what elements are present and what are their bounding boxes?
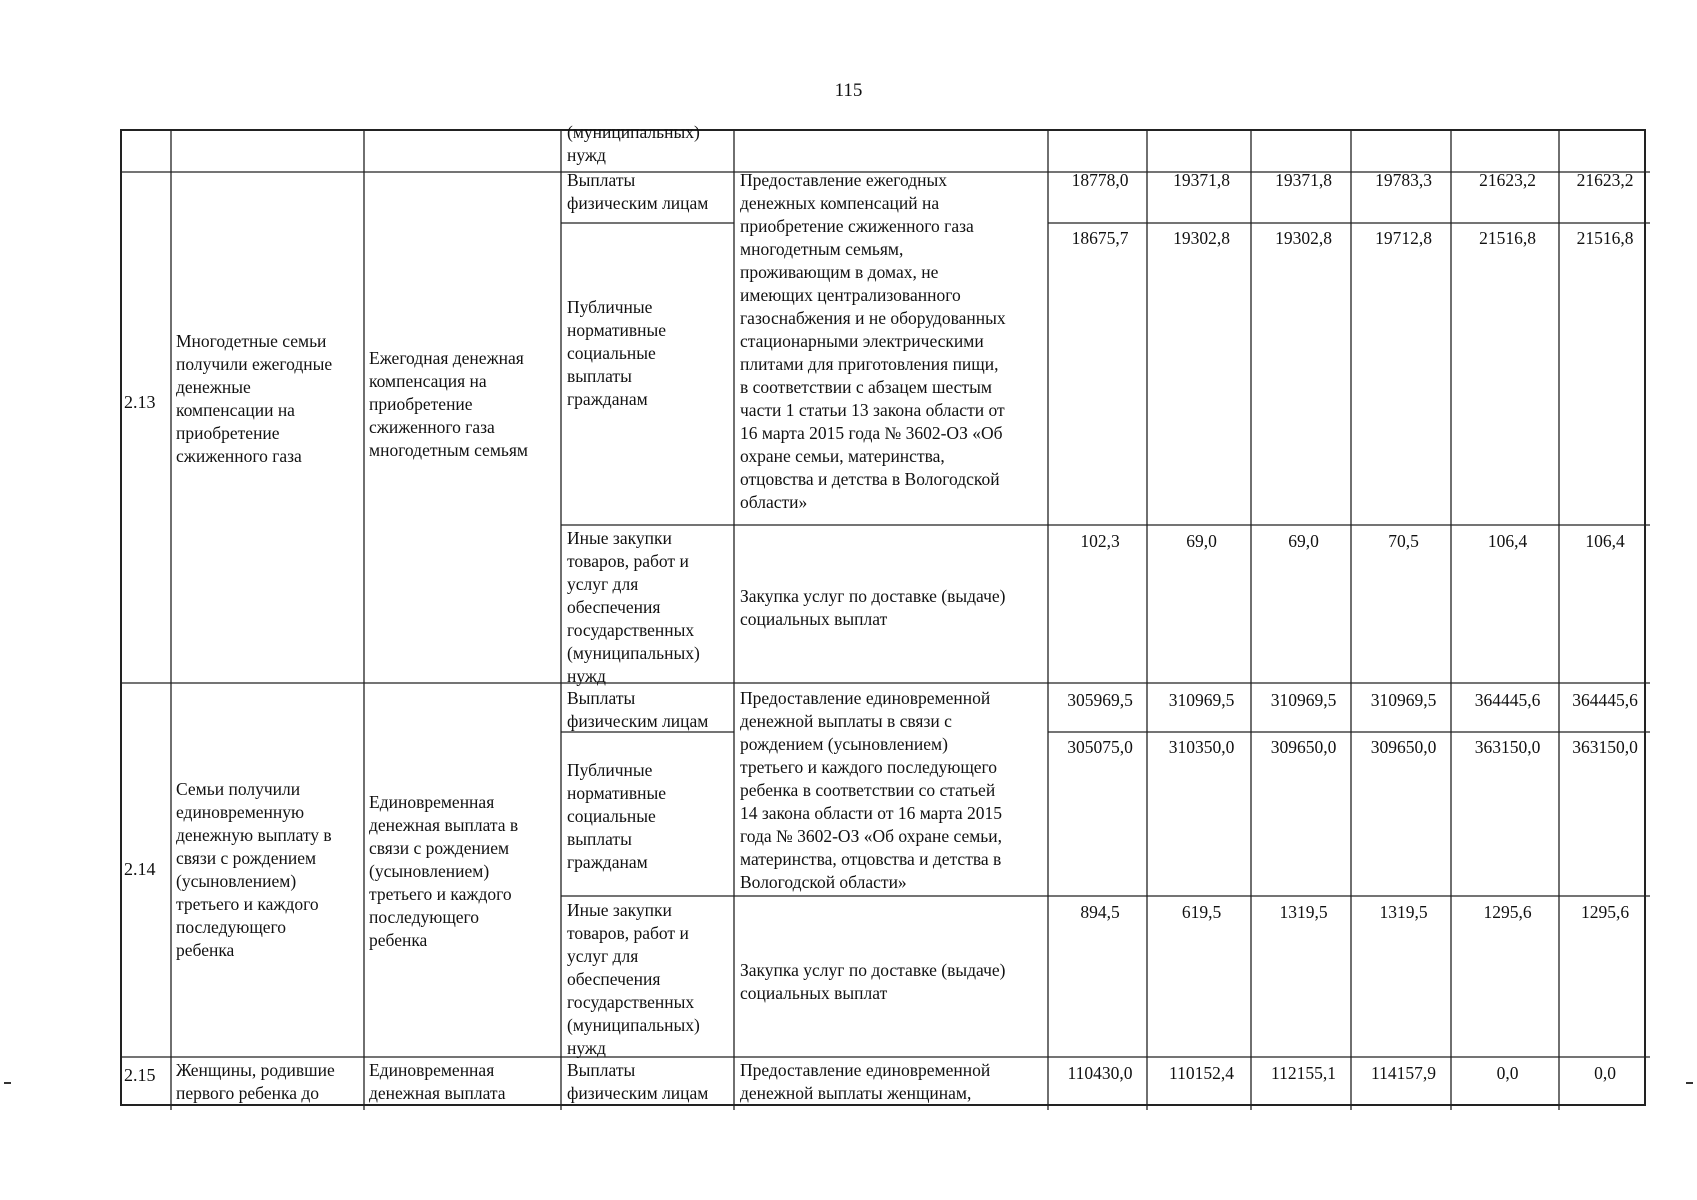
measure-name: Ежегодная денежная компенсация на приобретение сжиженного газа многодетным семьям (369, 348, 528, 460)
expenditure-type: Выплаты физическим лицам (567, 688, 709, 731)
value-cell: 19371,8 (1173, 170, 1230, 190)
value-cell: 310969,5 (1168, 690, 1235, 710)
value-cell: 21623,2 (1576, 170, 1634, 190)
value-cell: 19302,8 (1275, 228, 1332, 248)
delivery-description: Закупка услуг по доставке (выдаче) социальных выплат (740, 586, 1006, 629)
expenditure-type: Выплаты физическим лицам (567, 1060, 709, 1103)
value-cell: 21623,2 (1479, 170, 1536, 190)
row-code: 2.14 (124, 859, 156, 879)
measure-name: Единовременная денежная выплата (369, 1060, 506, 1103)
row-code: 2.13 (124, 392, 156, 412)
value-cell: 110430,0 (1067, 1063, 1133, 1083)
value-cell: 364445,6 (1572, 690, 1638, 710)
value-cell: 0,0 (1594, 1063, 1616, 1083)
value-cell: 19712,8 (1375, 228, 1432, 248)
value-cell: 310969,5 (1370, 690, 1437, 710)
value-cell: 114157,9 (1371, 1063, 1436, 1083)
value-cell: 619,5 (1181, 902, 1222, 922)
value-cell: 310350,0 (1168, 737, 1235, 757)
delivery-description: Закупка услуг по доставке (выдаче) социальных выплат (740, 960, 1006, 1003)
value-cell: 70,5 (1388, 531, 1419, 551)
value-cell: 112155,1 (1271, 1063, 1336, 1083)
payment-description: Предоставление единовременной денежной выплаты в связи с рождением (усыновлением) третьего и каждого последующего ребенка в соответствии со статьей 14 закона области от 16 марта 2015 года № 3602-ОЗ «Об охране семьи, материнства, отцовства и детства в Вологодской области» (740, 688, 1003, 892)
expenditure-type: Иные закупки товаров, работ и услуг для обеспечения государственных (муниципальных) нужд (567, 528, 700, 686)
expected-result: Многодетные семьи получили ежегодные денежные компенсации на приобретение сжиженного газа (176, 331, 333, 466)
expenditure-type: Публичные нормативные социальные выплаты гражданам (567, 760, 667, 872)
scan-edge-mark (1686, 1082, 1693, 1084)
value-cell: 106,4 (1487, 531, 1528, 551)
expenditure-type: Выплаты физическим лицам (567, 170, 709, 213)
value-cell: 309650,0 (1270, 737, 1337, 757)
value-cell: 21516,8 (1576, 228, 1634, 248)
value-cell: 1295,6 (1483, 902, 1532, 922)
expected-result: Женщины, родившие первого ребенка до (176, 1060, 335, 1103)
value-cell: 19783,3 (1375, 170, 1432, 190)
value-cell: 0,0 (1496, 1063, 1519, 1083)
expenditure-type: Иные закупки товаров, работ и услуг для обеспечения государственных (муниципальных) нужд (567, 900, 700, 1058)
value-cell: 19371,8 (1275, 170, 1332, 190)
expected-result: Семьи получили единовременную денежную выплату в связи с рождением (усыновлением) третьего и каждого последующего ребенка (176, 779, 332, 960)
payment-description: Предоставление единовременной денежной выплаты женщинам, (740, 1060, 991, 1103)
value-cell: 21516,8 (1479, 228, 1536, 248)
value-cell: 363150,0 (1572, 737, 1638, 757)
row-code: 2.15 (124, 1065, 156, 1085)
recipient-type-continued: (муниципальных) нужд (567, 122, 700, 165)
value-cell: 894,5 (1080, 902, 1120, 922)
value-cell: 110152,4 (1169, 1063, 1234, 1083)
value-cell: 1319,5 (1279, 902, 1328, 922)
value-cell: 305075,0 (1067, 737, 1133, 757)
value-cell: 310969,5 (1270, 690, 1337, 710)
value-cell: 102,3 (1080, 531, 1120, 551)
expenditure-type: Публичные нормативные социальные выплаты гражданам (567, 297, 667, 409)
value-cell: 18778,0 (1071, 170, 1129, 190)
value-cell: 19302,8 (1173, 228, 1230, 248)
page-number: 115 (834, 80, 863, 101)
value-cell: 1319,5 (1379, 902, 1428, 922)
payment-description: Предоставление ежегодных денежных компенсаций на приобретение сжиженного газа многодетным семьям, проживающим в домах, не имеющих централизованного газоснабжения и не оборудованных стационарными электрическими плитами для приготовления пищи, в соответствии с абзацем шестым части 1 статьи 13 закона области от 16 марта 2015 года № 3602-ОЗ «Об охране семьи, материнства, отцовства и детства в Вологодской области» (740, 170, 1006, 512)
value-cell: 309650,0 (1370, 737, 1437, 757)
value-cell: 106,4 (1585, 531, 1625, 551)
measure-name: Единовременная денежная выплата в связи с рождением (усыновлением) третьего и каждого последующего ребенка (369, 792, 519, 950)
value-cell: 363150,0 (1474, 737, 1541, 757)
budget-table (120, 122, 1646, 1106)
value-cell: 18675,7 (1071, 228, 1129, 248)
scan-edge-mark (4, 1082, 11, 1084)
value-cell: 305969,5 (1067, 690, 1133, 710)
value-cell: 69,0 (1186, 531, 1217, 551)
value-cell: 69,0 (1288, 531, 1319, 551)
value-cell: 364445,6 (1474, 690, 1541, 710)
value-cell: 1295,6 (1580, 902, 1630, 922)
